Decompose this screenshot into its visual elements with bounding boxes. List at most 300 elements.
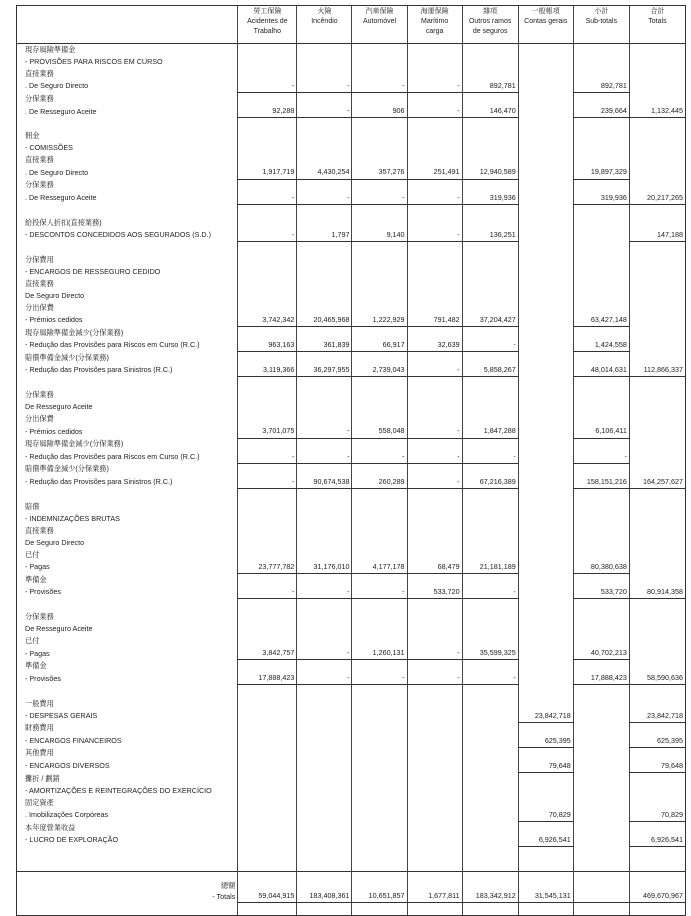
table-row	[17, 56, 685, 68]
cell-value	[407, 327, 462, 340]
cell-value	[629, 537, 685, 549]
cell-value: -	[297, 451, 352, 464]
cell-value	[352, 847, 407, 860]
cell-value	[297, 501, 352, 513]
cell-value	[629, 413, 685, 425]
cell-value	[629, 574, 685, 587]
cell-value	[297, 513, 352, 525]
cell-value: 1,132,445	[629, 105, 685, 118]
cell-value: -	[462, 672, 518, 685]
cell-value	[518, 68, 573, 80]
cell-value	[629, 561, 685, 574]
row-label: - ENCARGOS DIVERSOS	[25, 760, 110, 770]
cell-value	[238, 130, 297, 142]
row-label: 分保業務	[25, 180, 54, 190]
cell-value: 791,482	[407, 314, 462, 327]
cell-value	[297, 327, 352, 340]
cell-value	[573, 635, 629, 647]
cell-value	[573, 327, 629, 340]
table-row	[17, 364, 685, 377]
cell-value	[573, 611, 629, 623]
row-label: 賠償準備金減少(分保業務)	[25, 352, 109, 362]
table-row	[17, 647, 685, 660]
table-row	[17, 476, 685, 489]
cell-value	[462, 327, 518, 340]
cell-value	[518, 142, 573, 154]
cell-value	[573, 389, 629, 401]
cell-value	[297, 525, 352, 537]
cell-value	[518, 327, 573, 340]
cell-value	[573, 93, 629, 106]
cell-value	[518, 413, 573, 425]
cell-value: 92,288	[238, 105, 297, 118]
cell-value	[573, 130, 629, 142]
cell-value	[407, 599, 462, 612]
cell-value	[518, 821, 573, 834]
row-label: - Redução das Provisões para Sinistros (R.C.)	[25, 365, 173, 375]
row-label	[17, 118, 238, 131]
cell-value	[573, 834, 629, 847]
cell-value	[352, 722, 407, 735]
cell-value	[462, 68, 518, 80]
cell-value	[297, 685, 352, 698]
row-label: 攤折 / 劃銷	[25, 773, 60, 783]
table-row	[17, 561, 685, 574]
cell-value	[238, 254, 297, 266]
row-label: 一般費用	[25, 698, 54, 708]
cell-value	[238, 549, 297, 561]
table-row	[17, 105, 685, 118]
cell-value	[238, 760, 297, 773]
cell-value	[297, 68, 352, 80]
cell-value	[629, 451, 685, 464]
cell-value	[407, 254, 462, 266]
column-header	[297, 6, 352, 44]
cell-value	[407, 809, 462, 822]
table-row	[17, 859, 685, 872]
cell-value: -	[407, 672, 462, 685]
cell-value: 23,777,782	[238, 561, 297, 574]
cell-value	[629, 747, 685, 760]
table-row	[17, 68, 685, 80]
cell-value	[518, 537, 573, 549]
cell-value	[629, 647, 685, 660]
cell-value	[407, 217, 462, 229]
table-row	[17, 389, 685, 401]
cell-value	[629, 847, 685, 860]
cell-value	[629, 722, 685, 735]
cell-value	[629, 352, 685, 365]
cell-value	[518, 105, 573, 118]
cell-value: 67,216,389	[462, 476, 518, 489]
table-row	[17, 513, 685, 525]
cell-value	[407, 352, 462, 365]
cell-value	[573, 501, 629, 513]
cell-value	[629, 377, 685, 390]
table-row	[17, 697, 685, 709]
cell-value	[238, 710, 297, 723]
cell-value	[238, 747, 297, 760]
cell-value	[297, 389, 352, 401]
cell-value	[462, 834, 518, 847]
row-label: 分保業務	[25, 390, 54, 400]
cell-value	[238, 401, 297, 413]
cell-value: -	[352, 451, 407, 464]
cell-value	[297, 438, 352, 451]
cell-value: 66,917	[352, 339, 407, 352]
cell-value	[297, 574, 352, 587]
cell-value	[407, 179, 462, 192]
cell-value	[297, 44, 352, 57]
cell-value	[407, 438, 462, 451]
cell-value	[462, 525, 518, 537]
cell-value	[238, 44, 297, 57]
cell-value	[629, 389, 685, 401]
cell-value: -	[407, 364, 462, 377]
cell-value	[238, 809, 297, 822]
cell-value	[573, 68, 629, 80]
cell-value	[462, 623, 518, 635]
cell-value: -	[297, 586, 352, 599]
cell-value	[462, 179, 518, 192]
cell-value	[407, 821, 462, 834]
cell-value	[573, 241, 629, 254]
cell-value: 892,781	[462, 80, 518, 93]
cell-value: 79,648	[518, 760, 573, 773]
cell-value	[352, 859, 407, 872]
cell-value: 21,181,189	[462, 561, 518, 574]
cell-value	[518, 672, 573, 685]
row-label	[17, 377, 238, 390]
cell-value: 625,395	[518, 735, 573, 748]
cell-value	[518, 80, 573, 93]
cell-value: 32,639	[407, 339, 462, 352]
cell-value	[297, 463, 352, 476]
cell-value	[573, 463, 629, 476]
cell-value	[297, 821, 352, 834]
cell-value: 3,842,757	[238, 647, 297, 660]
cell-value	[238, 785, 297, 797]
cell-value	[462, 710, 518, 723]
cell-value	[407, 834, 462, 847]
row-label: 已付	[25, 549, 40, 559]
row-label: - Provisões	[25, 587, 61, 597]
cell-value: -	[352, 586, 407, 599]
cell-value	[352, 747, 407, 760]
cell-value: 9,140	[352, 229, 407, 242]
cell-value	[297, 377, 352, 390]
row-label: 固定資產	[25, 797, 54, 807]
row-label: 分保業務	[25, 612, 54, 622]
row-label: - LUCRO DE EXPLORAÇÃO	[25, 835, 119, 845]
cell-value	[352, 93, 407, 106]
cell-value	[238, 797, 297, 809]
cell-value: 23,842,718	[629, 710, 685, 723]
cell-value	[352, 290, 407, 302]
cell-value: 68,479	[407, 561, 462, 574]
column-header-pt: Incêndio	[311, 18, 338, 25]
cell-value	[629, 859, 685, 872]
cell-value	[629, 549, 685, 561]
cell-value	[238, 635, 297, 647]
cell-value: 963,163	[238, 339, 297, 352]
cell-value	[518, 525, 573, 537]
cell-value	[352, 611, 407, 623]
row-label	[17, 859, 238, 872]
cell-value	[518, 513, 573, 525]
cell-value	[573, 278, 629, 290]
column-header	[629, 6, 685, 44]
cell-value	[462, 266, 518, 278]
cell-value: 906	[352, 105, 407, 118]
cell-value	[352, 488, 407, 501]
cell-value	[518, 425, 573, 438]
cell-value	[238, 142, 297, 154]
cell-value	[407, 44, 462, 57]
cell-value: -	[297, 425, 352, 438]
cell-value	[352, 327, 407, 340]
cell-value: 1,222,929	[352, 314, 407, 327]
cell-value: 19,897,329	[573, 166, 629, 179]
table-row	[17, 463, 685, 476]
cell-value	[573, 537, 629, 549]
cell-value: 70,829	[629, 809, 685, 822]
cell-value	[238, 302, 297, 314]
cell-value	[297, 130, 352, 142]
table-row	[17, 747, 685, 760]
cell-value: 79,648	[629, 760, 685, 773]
cell-value	[297, 735, 352, 748]
cell-value	[297, 204, 352, 217]
cell-value	[518, 476, 573, 489]
cell-value	[352, 710, 407, 723]
cell-value	[238, 179, 297, 192]
cell-value	[297, 785, 352, 797]
cell-value: 3,119,366	[238, 364, 297, 377]
cell-value	[462, 130, 518, 142]
cell-value	[573, 735, 629, 748]
cell-empty	[17, 902, 238, 915]
cell-value: -	[352, 80, 407, 93]
cell-value	[573, 413, 629, 425]
cell-value	[462, 635, 518, 647]
table-row	[17, 327, 685, 340]
cell-value	[518, 241, 573, 254]
cell-value	[629, 685, 685, 698]
table-row	[17, 154, 685, 166]
table-row	[17, 266, 685, 278]
cell-value	[407, 611, 462, 623]
cell-value	[238, 413, 297, 425]
cell-value: 892,781	[573, 80, 629, 93]
row-label: - Pagas	[25, 562, 50, 572]
cell-value: -	[407, 647, 462, 660]
row-label: 直接業務	[25, 525, 54, 535]
row-label: - ENCARGOS DE RESSEGURO CEDIDO	[25, 266, 161, 276]
cell-value	[573, 438, 629, 451]
cell-value	[518, 697, 573, 709]
table-row	[17, 902, 685, 915]
cell-value	[352, 217, 407, 229]
cell-value	[462, 611, 518, 623]
cell-value: 319,936	[573, 192, 629, 205]
cell-value	[518, 847, 573, 860]
cell-value	[407, 747, 462, 760]
cell-empty	[352, 902, 407, 915]
cell-value	[297, 266, 352, 278]
table-row	[17, 438, 685, 451]
row-label: 直接業務	[25, 69, 54, 79]
row-label: De Seguro Directo	[25, 537, 85, 547]
cell-value	[573, 488, 629, 501]
cell-value	[238, 68, 297, 80]
cell-value: 36,297,955	[297, 364, 352, 377]
cell-value: -	[407, 192, 462, 205]
cell-value	[407, 549, 462, 561]
cell-value	[352, 68, 407, 80]
cell-value	[297, 697, 352, 709]
cell-value	[238, 772, 297, 785]
cell-value	[629, 785, 685, 797]
cell-value	[352, 438, 407, 451]
row-label: 給投保人折扣(直接業務)	[25, 217, 102, 227]
cell-value	[297, 154, 352, 166]
cell-value	[518, 635, 573, 647]
cell-value: 20,217,265	[629, 192, 685, 205]
cell-value	[238, 488, 297, 501]
cell-value	[297, 93, 352, 106]
cell-value	[629, 501, 685, 513]
cell-value	[238, 266, 297, 278]
column-header	[352, 6, 407, 44]
cell-value	[518, 229, 573, 242]
row-label: 分保費用	[25, 254, 54, 264]
cell-value	[629, 488, 685, 501]
total-value: 10,651,857	[352, 872, 407, 903]
cell-value	[573, 797, 629, 809]
cell-value	[462, 797, 518, 809]
table-row	[17, 425, 685, 438]
cell-value	[238, 735, 297, 748]
row-label: 準備金	[25, 574, 47, 584]
cell-value	[352, 635, 407, 647]
total-value: 31,545,131	[518, 872, 573, 903]
cell-value	[518, 599, 573, 612]
cell-value	[297, 760, 352, 773]
cell-value	[629, 314, 685, 327]
row-label: 已付	[25, 636, 40, 646]
cell-value	[297, 254, 352, 266]
cell-value	[352, 204, 407, 217]
table-row	[17, 574, 685, 587]
total-value: 1,677,811	[407, 872, 462, 903]
cell-value	[407, 93, 462, 106]
row-label: - Pagas	[25, 648, 50, 658]
row-label	[17, 847, 238, 860]
cell-value	[407, 760, 462, 773]
cell-value	[573, 217, 629, 229]
cell-value	[352, 44, 407, 57]
cell-value	[573, 118, 629, 131]
row-label: 分出保費	[25, 303, 54, 312]
cell-value	[352, 772, 407, 785]
cell-value	[462, 660, 518, 673]
cell-value	[238, 513, 297, 525]
cell-value	[629, 797, 685, 809]
cell-value	[518, 611, 573, 623]
cell-value	[407, 537, 462, 549]
cell-value	[462, 217, 518, 229]
total-value: 183,408,361	[297, 872, 352, 903]
table-row	[17, 352, 685, 365]
cell-value: 357,276	[352, 166, 407, 179]
cell-value	[518, 389, 573, 401]
cell-value	[629, 611, 685, 623]
cell-value: -	[297, 672, 352, 685]
cell-value	[297, 290, 352, 302]
cell-value	[573, 847, 629, 860]
cell-value	[407, 722, 462, 735]
total-value: 59,044,915	[238, 872, 297, 903]
cell-value	[573, 401, 629, 413]
table-row	[17, 623, 685, 635]
table-row	[17, 847, 685, 860]
row-label: . Imobilizações Corpóreas	[25, 810, 109, 820]
cell-value	[518, 859, 573, 872]
column-header-zh: 合計	[650, 8, 665, 15]
column-header-zh: 一般帳項	[531, 8, 560, 15]
cell-value	[573, 747, 629, 760]
column-header	[573, 6, 629, 44]
table-row	[17, 549, 685, 561]
cell-value: 164,257,627	[629, 476, 685, 489]
cell-value	[238, 660, 297, 673]
row-label: - AMORTIZAÇÕES E REINTEGRAÇÕES DO EXERCÍCIO	[25, 785, 212, 795]
cell-empty	[407, 902, 462, 915]
totals-label-pt: - Totals	[212, 892, 236, 902]
cell-value	[518, 574, 573, 587]
cell-value	[238, 859, 297, 872]
row-label: - Prémios cedidos	[25, 315, 83, 325]
cell-value: 4,177,178	[352, 561, 407, 574]
row-label: - DESCONTOS CONCEDIDOS AOS SEGURADOS (S.D.)	[25, 229, 211, 239]
row-label: 財務費用	[25, 723, 54, 733]
cell-value	[518, 501, 573, 513]
cell-value	[518, 586, 573, 599]
cell-value	[518, 154, 573, 166]
cell-value	[518, 130, 573, 142]
cell-value	[407, 241, 462, 254]
row-label: 分出保費	[25, 414, 54, 424]
cell-value	[407, 154, 462, 166]
cell-value: 112,866,337	[629, 364, 685, 377]
cell-value: -	[462, 586, 518, 599]
cell-value	[297, 278, 352, 290]
cell-value	[297, 847, 352, 860]
cell-value	[518, 647, 573, 660]
cell-value	[352, 797, 407, 809]
row-label: 本年度營業收益	[25, 822, 76, 832]
cell-value: 158,151,216	[573, 476, 629, 489]
cell-value	[238, 697, 297, 709]
cell-value	[407, 710, 462, 723]
cell-value	[573, 229, 629, 242]
column-header-zh: 火險	[317, 8, 332, 15]
cell-value	[629, 599, 685, 612]
cell-value	[238, 834, 297, 847]
column-header	[238, 6, 297, 44]
cell-value	[352, 549, 407, 561]
